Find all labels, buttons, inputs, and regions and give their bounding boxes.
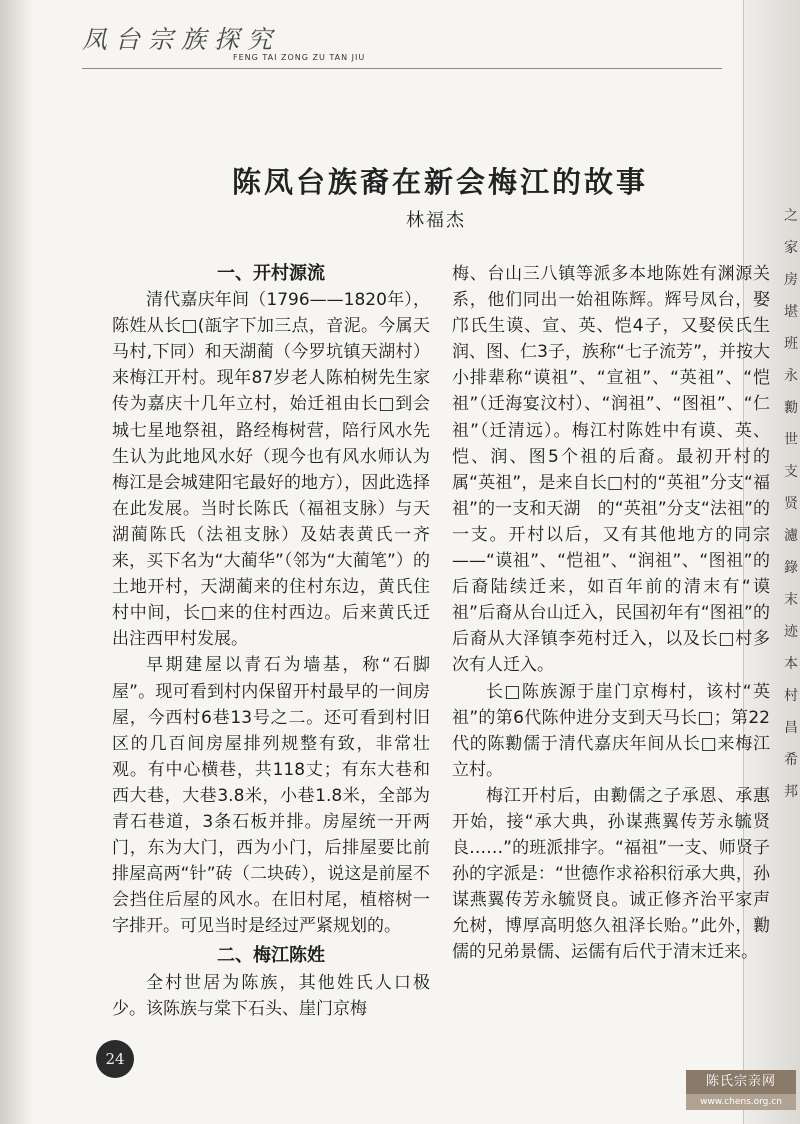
page-gutter-shadow — [0, 0, 34, 1124]
article-title: 陈凤台族裔在新会梅江的故事 — [232, 165, 649, 199]
right-column — [452, 261, 770, 966]
article-author: 林福杰 — [406, 210, 466, 231]
section-heading-2: 二、梅江陈姓 — [217, 945, 325, 967]
paragraph: 长□陈族源于崖门京梅村，该村“英祖”的第6代陈仲进分支到天马长□；第22代的陈勷儒于清代嘉庆年间从长□来梅江立村。 — [452, 681, 770, 780]
page-number: 24 — [96, 1040, 134, 1078]
watermark-url: www.chens.org.cn — [686, 1094, 796, 1110]
section-heading-1: 一、开村源流 — [217, 263, 325, 284]
paragraph: 梅江开村后，由勷儒之子承恩、承惠开始，接“承大典，孙谋燕翼传芳永毓贤良……”的班派排字。“福祖”一支、师贤子孙的字派是：“世德作求裕积衍承大典，孙谋燕翼传芳永毓贤良。诚正修齐治平家声允树，博厚高明悠久祖泽长贻。”此外，勷儒的兄弟景儒、运儒有后代于清末迁来。 — [452, 785, 770, 963]
left-column — [112, 261, 430, 1022]
running-header-pinyin: FENG TAI ZONG ZU TAN JIU — [233, 53, 366, 62]
paragraph: 早期建屋以青石为墙基，称“石脚屋”。现可看到村内保留开村最早的一间房屋，今西村6巷13号之二。还可看到村旧区的几百间房屋排列规整有致，非常壮观。有中心横巷，共118丈；有东大巷和西大巷，大巷3.8米，小巷1.8米，全部为青石巷道，3条石板并排。房屋统一开两门，东为大门，西为小门，后排屋要比前排屋高两“针”砖（二块砖），说这是前屋不会挡住后屋的风水。在旧村尾，植榕树一字排开。可见当时是经过严紧规划的。 — [112, 655, 430, 937]
header-rule — [82, 68, 722, 69]
paragraph: 全村世居为陈族，其他姓氏人口极少。该陈族与棠下石头、崖门京梅 — [112, 972, 430, 1019]
adjacent-page-text: 之家房堪班永勷世支贤濾錄末迹本村昌希邦 — [784, 208, 798, 800]
paragraph: 清代嘉庆年间（1796——1820年），陈姓从长□(瓿字下加三点，音泥。今属天马村,下同）和天湖蔺（今罗坑镇天湖村）来梅江开村。现年87岁老人陈柏树先生家传为嘉庆十几年立村，始迁祖由长□到会城七星地祭祖，路经梅树营，陪行风水先生认为此地风水好（现今也有风水师认为梅江是会城建阳宅最好的地方），因此选择在此发展。当时长陈氏（福祖支脉）与天湖蔺陈氏（法祖支脉）及姑表黄氏一齐来，买下名为“大蔺华”（邻为“大蔺笔”）的土地开村，天湖蔺来的住村东边，黄氏住村中间，长□来的住村西边。后来黄氏迁出注西甲村发展。 — [112, 290, 430, 650]
paragraph: 梅、台山三八镇等派多本地陈姓有渊源关系，他们同出一始祖陈辉。辉号凤台，娶邝氏生谟、宣、英、恺4子，又娶侯氏生润、图、仁3子，族称“七子流芳”，并按大小排辈称“谟祖”、“宣祖”、“英祖”、“恺祖”（迁海宴汶村）、“润祖”、“图祖”、“仁祖”（迁清远）。梅江村陈姓中有谟、英、恺、润、图5个祖的后裔。最初开村的属“英祖”，是来自长□村的“英祖”分支“福祖”的一支和天湖 的“英祖”分支“法祖”的一支。开村以后，又有其他地方的同宗——“谟祖”、“恺祖”、“润祖”、“图祖”的后裔陆续迁来，如百年前的清末有“谟祖”后裔从台山迁入，民国初年有“图祖”的后裔从大泽镇李苑村迁入，以及长□村多次有人迁入。 — [452, 264, 770, 676]
running-header-title: 凤台宗族探究 — [82, 25, 281, 54]
watermark-site-name: 陈氏宗亲网 — [686, 1070, 796, 1094]
